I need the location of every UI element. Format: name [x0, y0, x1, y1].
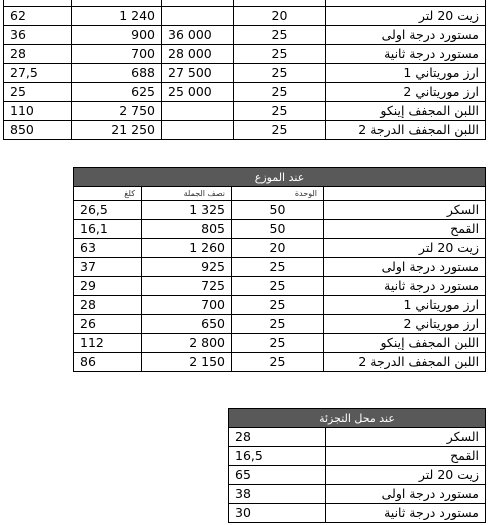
half-wholesale-cell: 700	[72, 45, 162, 64]
product-name-cell: زيت 20 لتر	[326, 7, 486, 26]
table-row	[4, 26, 486, 45]
half-wholesale-cell: 625	[72, 83, 162, 102]
bulk-price-cell: 28 000	[162, 45, 234, 64]
unit-cell: 25	[232, 334, 324, 353]
distributor-price-table	[73, 167, 486, 372]
product-name-cell: ارز موريتاني 2	[324, 315, 486, 334]
unit-cell: 25	[234, 45, 326, 64]
product-name-cell: مستورد درجة ثانية	[326, 45, 486, 64]
half-wholesale-cell: 725	[142, 277, 232, 296]
unit-cell: 25	[232, 315, 324, 334]
price-cell: 16,5	[229, 447, 326, 466]
half-wholesale-cell: 688	[72, 64, 162, 83]
price-cell: 26,5	[74, 201, 142, 220]
unit-cell: 25	[232, 258, 324, 277]
retail-price-table	[228, 408, 486, 523]
price-cell: 36	[4, 26, 72, 45]
price-cell: 29	[74, 277, 142, 296]
bulk-price-cell: 36 000	[162, 26, 234, 45]
product-name-cell: مستورد درجة ثانية	[324, 277, 486, 296]
unit-cell: 25	[232, 296, 324, 315]
half-wholesale-cell: 2 800	[142, 334, 232, 353]
unit-cell: 50	[232, 201, 324, 220]
table-row	[4, 7, 486, 26]
price-cell: 28	[74, 296, 142, 315]
retail-price-table-body	[229, 428, 486, 523]
price-cell: 850	[4, 121, 72, 140]
table-row	[74, 201, 486, 220]
table-row	[74, 315, 486, 334]
price-cell: 27,5	[4, 64, 72, 83]
price-cell: 16,1	[74, 220, 142, 239]
price-cell: 38	[229, 485, 326, 504]
half-wholesale-cell: 1 240	[72, 7, 162, 26]
half-wholesale-cell: 900	[72, 26, 162, 45]
table-row	[74, 353, 486, 372]
product-name-header	[324, 187, 486, 201]
half-wholesale-cell: 2 150	[142, 353, 232, 372]
product-name-cell: السكر	[326, 428, 486, 447]
wholesale-price-table-body	[4, 0, 486, 140]
table-row	[74, 334, 486, 353]
half-wholesale-cell: 925	[142, 258, 232, 277]
table-row	[229, 504, 486, 523]
product-name-cell: مستورد درجة ثانية	[326, 504, 486, 523]
table-row	[74, 220, 486, 239]
unit-cell: 20	[234, 7, 326, 26]
half-wholesale-cell: 650	[142, 315, 232, 334]
price-cell: 86	[74, 353, 142, 372]
product-name-cell: ارز موريتاني 1	[324, 296, 486, 315]
unit-header: الوحدة	[232, 187, 324, 201]
price-cell: 26	[74, 315, 142, 334]
product-name-cell: اللبن المجفف إينكو	[324, 334, 486, 353]
product-name-cell: اللبن المجفف إينكو	[326, 102, 486, 121]
table-row	[4, 64, 486, 83]
price-cell: 62	[4, 7, 72, 26]
unit-cell: 20	[232, 239, 324, 258]
unit-cell: 25	[234, 121, 326, 140]
price-cell: 63	[74, 239, 142, 258]
unit-cell: 25	[232, 353, 324, 372]
unit-cell: 50	[232, 220, 324, 239]
product-name-cell: القمح	[326, 447, 486, 466]
distributor-table-title: عند الموزع	[74, 168, 486, 187]
price-cell: 28	[4, 45, 72, 64]
bulk-price-cell	[162, 7, 234, 26]
price-cell: 65	[229, 466, 326, 485]
product-name-cell: اللبن المجفف الدرجة 2	[324, 353, 486, 372]
product-name-cell: مستورد درجة اولى	[324, 258, 486, 277]
product-name-cell: مستورد درجة اولى	[326, 26, 486, 45]
price-cell: 25	[4, 83, 72, 102]
product-name-cell: اللبن المجفف الدرجة 2	[326, 121, 486, 140]
unit-cell: 25	[232, 277, 324, 296]
unit-cell: 25	[234, 26, 326, 45]
unit-cell: 25	[234, 83, 326, 102]
table-row	[74, 277, 486, 296]
bulk-price-cell	[162, 102, 234, 121]
table-row	[229, 466, 486, 485]
half-wholesale-cell: 2 750	[72, 102, 162, 121]
price-cell: 28	[229, 428, 326, 447]
table-row	[229, 485, 486, 504]
unit-cell: 25	[234, 64, 326, 83]
product-name-cell: السكر	[324, 201, 486, 220]
table-row	[4, 45, 486, 64]
product-name-cell: زيت 20 لتر	[324, 239, 486, 258]
price-cell: 37	[74, 258, 142, 277]
table-row	[74, 239, 486, 258]
table-row	[4, 83, 486, 102]
table-row	[229, 447, 486, 466]
table-row	[74, 296, 486, 315]
unit-cell: 25	[234, 102, 326, 121]
price-cell: 110	[4, 102, 72, 121]
bulk-price-cell: 25 000	[162, 83, 234, 102]
product-name-cell: القمح	[324, 220, 486, 239]
half-wholesale-cell: 700	[142, 296, 232, 315]
bulk-price-cell: 27 500	[162, 64, 234, 83]
table-row	[229, 428, 486, 447]
half-wholesale-header: نصف الجملة	[142, 187, 232, 201]
price-cell: 112	[74, 334, 142, 353]
half-wholesale-cell: 1 325	[142, 201, 232, 220]
distributor-price-table-body	[74, 201, 486, 372]
half-wholesale-cell: 21 250	[72, 121, 162, 140]
product-name-cell: مستورد درجة اولى	[326, 485, 486, 504]
half-wholesale-cell: 1 260	[142, 239, 232, 258]
product-name-cell: زيت 20 لتر	[326, 466, 486, 485]
product-name-cell: ارز موريتاني 1	[326, 64, 486, 83]
half-wholesale-cell: 805	[142, 220, 232, 239]
retail-table-title: عند محل التجزئة	[229, 409, 486, 428]
price-cell: 30	[229, 504, 326, 523]
product-name-cell: ارز موريتاني 2	[326, 83, 486, 102]
bulk-price-cell	[162, 121, 234, 140]
table-row	[4, 102, 486, 121]
price-per-kg-header: كلغ	[74, 187, 142, 201]
table-row	[74, 258, 486, 277]
table-row	[4, 121, 486, 140]
wholesale-price-table	[3, 0, 486, 140]
